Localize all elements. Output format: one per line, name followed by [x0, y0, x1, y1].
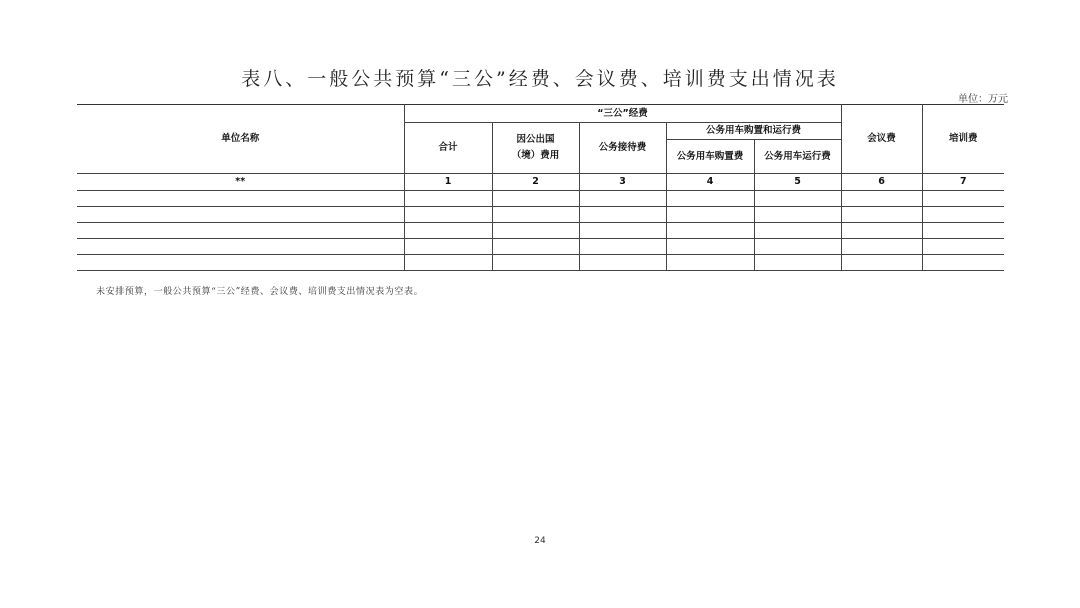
index-cell: 3	[579, 174, 666, 191]
header-vehicle-purchase: 公务用车购置费	[666, 140, 754, 174]
unit-label: 单位：万元	[958, 94, 1008, 105]
header-meeting: 会议费	[841, 105, 922, 174]
page-number: 24	[534, 536, 546, 546]
table-row	[77, 239, 1004, 255]
table-note: 未安排预算，一般公共预算“三公”经费、会议费、培训费支出情况表为空表。	[96, 287, 424, 297]
page-title: 表八、一般公共预算“三公”经费、会议费、培训费支出情况表	[241, 68, 839, 90]
header-vehicle: 公务用车购置和运行费	[666, 123, 841, 140]
index-cell: 7	[922, 174, 1004, 191]
table-row	[77, 255, 1004, 271]
header-reception: 公务接待费	[579, 123, 666, 174]
index-cell: 6	[841, 174, 922, 191]
header-san-gong: “三公”经费	[404, 105, 841, 123]
budget-table	[77, 104, 1004, 271]
table-row	[77, 191, 1004, 207]
header-unit-name: 单位名称	[77, 105, 404, 174]
header-total: 合计	[404, 123, 492, 174]
index-cell: 1	[404, 174, 492, 191]
index-cell: **	[77, 174, 404, 191]
index-cell: 2	[492, 174, 579, 191]
index-cell: 5	[754, 174, 841, 191]
header-abroad: 因公出国（境）费用	[492, 123, 579, 174]
table-row	[77, 223, 1004, 239]
index-row	[77, 174, 1004, 191]
header-vehicle-operation: 公务用车运行费	[754, 140, 841, 174]
header-training: 培训费	[922, 105, 1004, 174]
table-row	[77, 207, 1004, 223]
index-cell: 4	[666, 174, 754, 191]
